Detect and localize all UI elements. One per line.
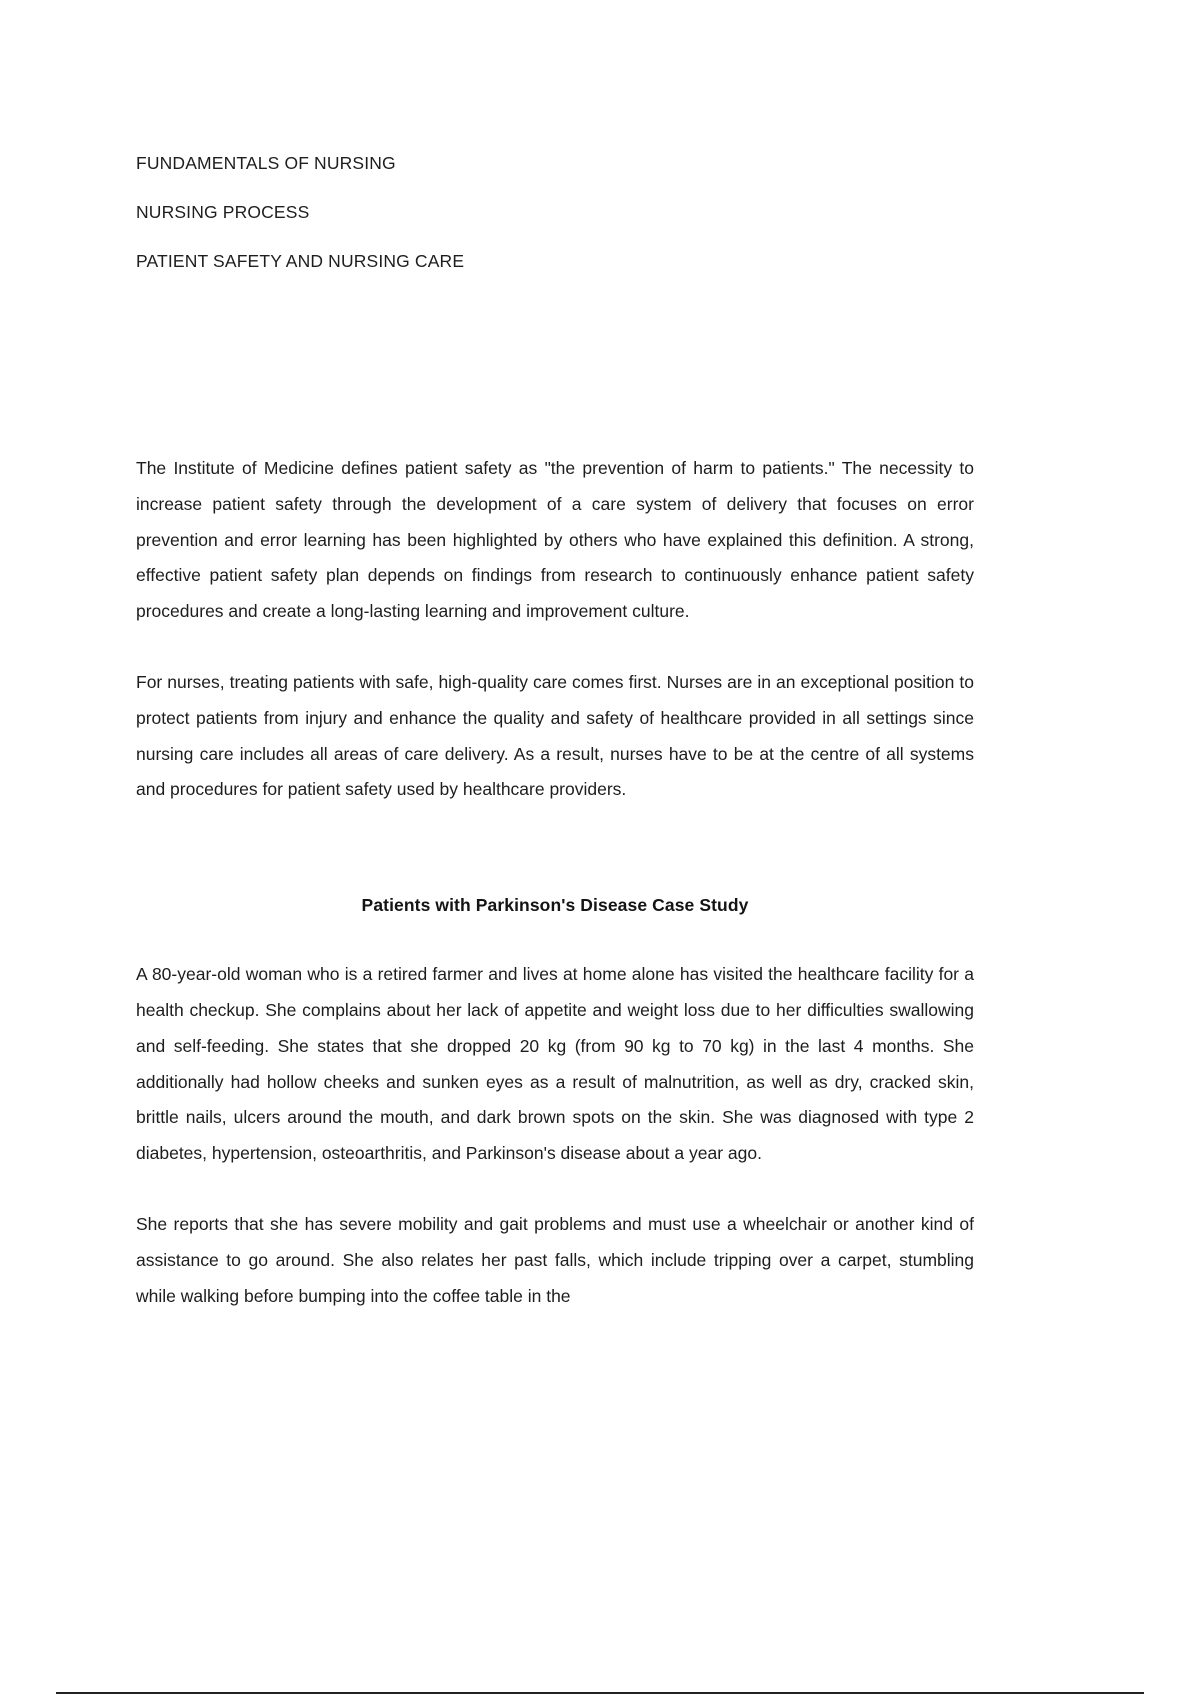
paragraph-case-study-presentation: A 80-year-old woman who is a retired farmer and lives at home alone has visited the healthcare facility for a health checkup. She complains about her lack of appetite and weight loss due to her difficulties swallowing and self-feeding. She states that she dropped 20 kg (from 90 kg to 70 kg) in the last 4 months. She additionally had hollow cheeks and sunken eyes as a result of malnutrition, as well as dry, cracked skin, brittle nails, ulcers around the mouth, and dark brown spots on the skin. She was diagnosed with type 2 diabetes, hypertension, osteoarthritis, and Parkinson's disease about a year ago.	[136, 964, 974, 1164]
paragraph-case-study-mobility: She reports that she has severe mobility and gait problems and must use a wheelchair or another kind of assistance to go around. She also relates her past falls, which include tripping over a carpet, stumbling while walking before bumping into the coffee table in the	[136, 1213, 974, 1306]
page-bottom-divider	[56, 1692, 1144, 1694]
case-study-heading: Patients with Parkinson's Disease Case Study	[361, 895, 749, 916]
header-line-topic: NURSING PROCESS	[136, 202, 310, 222]
header-line-subject: PATIENT SAFETY AND NURSING CARE	[136, 251, 465, 271]
header-body-spacer	[136, 299, 974, 451]
section-spacer	[136, 843, 974, 854]
header-line-course: FUNDAMENTALS OF NURSING	[136, 153, 396, 173]
document-header-block	[136, 0, 974, 272]
paragraph-patient-safety-definition: The Institute of Medicine defines patient safety as "the prevention of harm to patients." The necessity to increase patient safety through the development of a care system of delivery that focuses on error prevention and error learning has been highlighted by others who have explained this definition. A strong, effective patient safety plan depends on findings from research to continuously enhance patient safety procedures and create a long-lasting learning and improvement culture.	[136, 458, 974, 622]
document-content	[136, 0, 974, 1314]
paragraph-nurses-role: For nurses, treating patients with safe, high-quality care comes first. Nurses are in an exceptional position to protect patients from injury and enhance the quality and safety of healthcare provided in all settings since nursing care includes all areas of care delivery. As a result, nurses have to be at the centre of all systems and procedures for patient safety used by healthcare providers.	[136, 671, 974, 800]
